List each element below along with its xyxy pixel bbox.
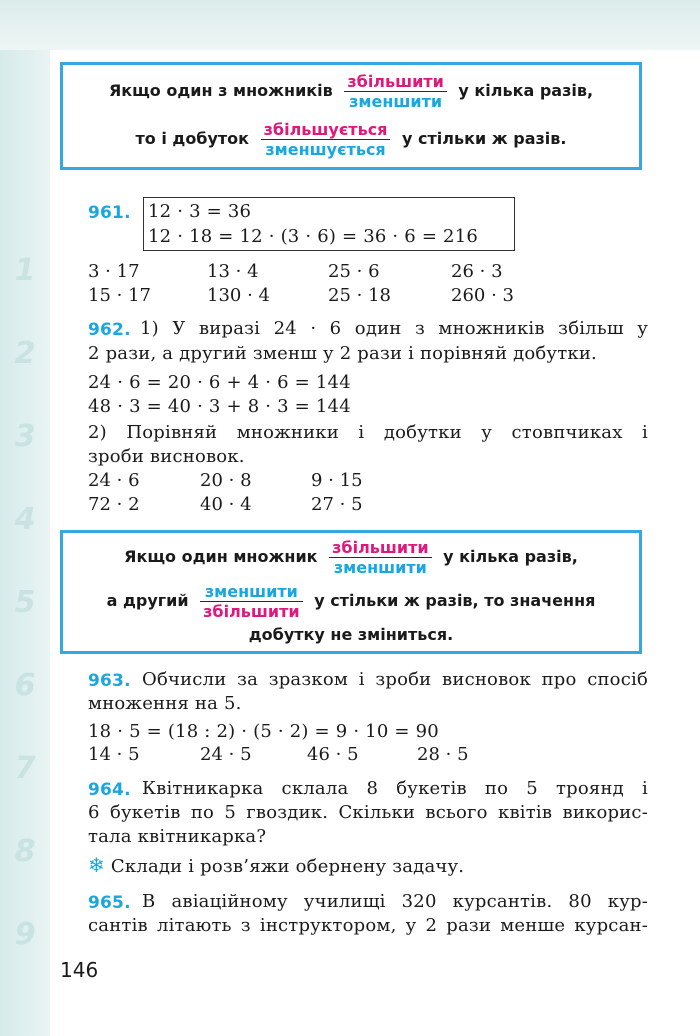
extra-task xyxy=(88,853,464,879)
text-line: множення на 5. xyxy=(88,693,242,714)
margin-number: 7 xyxy=(14,751,36,786)
fraction-top: збільшити xyxy=(344,73,446,92)
margin-number: 1 xyxy=(14,253,36,288)
expression: 72 · 2 xyxy=(88,494,140,515)
expression: 28 · 5 xyxy=(417,744,469,765)
rule2-line2 xyxy=(63,583,639,620)
expression: 25 · 6 xyxy=(328,261,380,282)
fraction-top: збільшити xyxy=(329,539,431,558)
exercise-number: 961. xyxy=(88,203,131,223)
text-line: 2) Порівняй множники і добутки у стовпчиках і xyxy=(88,422,648,443)
text-line: тала квітникарка? xyxy=(88,826,267,847)
rule1-text: у кілька разів, xyxy=(458,81,594,100)
exercise-number: 965. xyxy=(88,893,131,913)
text-line: сантів літають з інструктором, у 2 рази менше курсан- xyxy=(88,915,648,936)
margin-number: 9 xyxy=(14,917,36,952)
sample-line: 12 · 3 = 36 xyxy=(148,201,252,222)
expression: 14 · 5 xyxy=(88,744,140,765)
rule1-fraction xyxy=(344,73,446,110)
rule2-fraction xyxy=(329,539,431,576)
expression: 20 · 8 xyxy=(200,470,252,491)
rule1-text: то і добуток xyxy=(135,129,250,148)
sample-line: 12 · 18 = 12 · (3 · 6) = 36 · 6 = 216 xyxy=(148,226,479,247)
margin-number: 5 xyxy=(14,585,36,620)
expression: 3 · 17 xyxy=(88,261,140,282)
text-line: зроби висновок. xyxy=(88,446,245,467)
rule1-text: у стільки ж разів. xyxy=(402,129,567,148)
expression: 13 · 4 xyxy=(207,261,259,282)
expression: 46 · 5 xyxy=(307,744,359,765)
text-line: Обчисли за зразком і зроби висновок про спосіб xyxy=(142,669,648,690)
extra-task-text: Склади і розв’яжи обернену задачу. xyxy=(110,856,465,877)
page-number: 146 xyxy=(60,958,99,982)
expression: 26 · 3 xyxy=(451,261,503,282)
rule2-text: у стільки ж разів, то значення xyxy=(314,591,596,610)
rule1-fraction xyxy=(261,121,391,158)
exercise-number: 962. xyxy=(88,320,131,340)
expression: 27 · 5 xyxy=(311,494,363,515)
rule2-line3: добутку не зміниться. xyxy=(248,625,454,644)
top-band xyxy=(0,0,700,50)
margin-number: 3 xyxy=(14,419,36,454)
margin-number: 2 xyxy=(14,336,36,371)
fraction-top: збільшується xyxy=(261,121,391,140)
equation: 24 · 6 = 20 · 6 + 4 · 6 = 144 xyxy=(88,372,351,393)
margin-number: 8 xyxy=(14,834,36,869)
rule2-line1 xyxy=(63,539,639,576)
text-line: 2 рази, а другий зменш у 2 рази і порівняй добутки. xyxy=(88,343,597,364)
text-line: Квітникарка склала 8 букетів по 5 троянд і xyxy=(142,778,648,799)
exercise-number: 964. xyxy=(88,780,131,800)
rule2-fraction xyxy=(200,583,302,620)
text-line: В авіаційному училищі 320 курсантів. 80 кур- xyxy=(142,891,648,912)
snowflake-icon: ❄ xyxy=(88,853,105,877)
rule1-line2 xyxy=(63,121,639,158)
expression: 15 · 17 xyxy=(88,285,151,306)
sample-equation: 18 · 5 = (18 : 2) · (5 · 2) = 9 · 10 = 90 xyxy=(88,721,439,742)
text-line: 6 букетів по 5 гвоздик. Скільки всього квітів викорис- xyxy=(88,802,648,823)
fraction-bottom: зменшується xyxy=(265,140,386,159)
rule2-text: а другий xyxy=(106,591,189,610)
expression: 9 · 15 xyxy=(311,470,363,491)
fraction-bottom: збільшити xyxy=(203,602,300,621)
fraction-top: зменшити xyxy=(200,583,302,602)
equation: 48 · 3 = 40 · 3 + 8 · 3 = 144 xyxy=(88,396,351,417)
expression: 260 · 3 xyxy=(451,285,514,306)
rule-box-2 xyxy=(60,530,642,654)
rule1-line1 xyxy=(63,73,639,110)
text-line: 1) У виразі 24 · 6 один з множників збільш у xyxy=(140,318,648,339)
margin-number: 4 xyxy=(14,502,36,537)
expression: 130 · 4 xyxy=(207,285,270,306)
margin-number: 6 xyxy=(14,668,36,703)
rule2-text: Якщо один множник xyxy=(124,547,318,566)
expression: 40 · 4 xyxy=(200,494,252,515)
rule2-text: у кілька разів, xyxy=(443,547,578,566)
expression: 24 · 6 xyxy=(88,470,140,491)
rule1-text: Якщо один з множників xyxy=(108,81,333,100)
fraction-bottom: зменшити xyxy=(333,558,427,577)
fraction-bottom: зменшити xyxy=(349,92,443,111)
expression: 25 · 18 xyxy=(328,285,391,306)
rule-box-1 xyxy=(60,62,642,170)
expression: 24 · 5 xyxy=(200,744,252,765)
exercise-number: 963. xyxy=(88,671,131,691)
left-margin-band xyxy=(0,50,50,1036)
